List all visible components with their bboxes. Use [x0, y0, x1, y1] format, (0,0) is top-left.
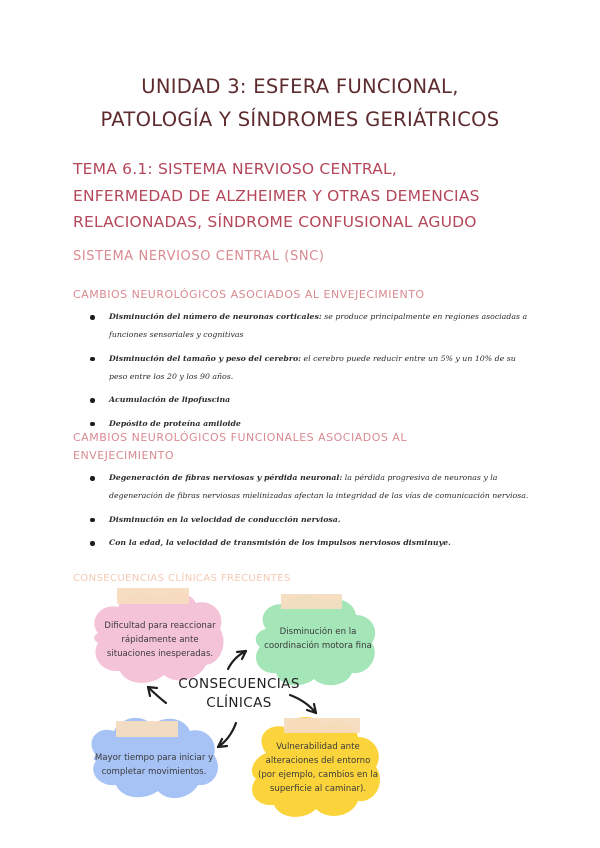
list-item-bold: Acumulación de lipofuscina — [109, 395, 231, 404]
heading-functional-changes-line-2: ENVEJECIMIENTO — [73, 448, 175, 462]
unit-title-line-1: UNIDAD 3: ESFERA FUNCIONAL, — [141, 75, 459, 98]
cloud-text-bottom-right — [256, 740, 380, 796]
arrow-to-top-right — [228, 651, 246, 669]
diagram-center-label — [154, 675, 324, 713]
aging-changes-list — [90, 308, 530, 438]
consequences-diagram — [84, 585, 402, 840]
cloud-text-top-left — [98, 619, 222, 661]
cloud-text-bottom-left — [92, 751, 216, 779]
heading-clinical-consequences: CONSECUENCIAS CLÍNICAS FRECUENTES — [73, 573, 291, 584]
cloud-text-line: completar movimientos. — [101, 767, 207, 777]
list-item-text: el cerebro puede reducir entre un 5% y un 10% de su peso entre los 20 y los 90 años. — [109, 353, 516, 381]
list-item-text: se produce principalmente en regiones asociadas a funciones sensoriales y cognitivas — [109, 312, 528, 339]
list-item-bold: Depósito de proteína amiloide — [109, 418, 241, 428]
heading-functional-changes — [73, 429, 543, 464]
diagram-center-line-2: CLÍNICAS — [206, 695, 272, 711]
cloud-text-line: rápidamente ante — [121, 635, 199, 645]
arrow-to-bottom-left — [218, 723, 236, 747]
cloud-text-line: Dificultad para reaccionar — [104, 621, 216, 631]
cloud-text-line: Mayor tiempo para iniciar y — [94, 753, 214, 763]
unit-title — [0, 70, 600, 136]
list-item-bold: Disminución del tamaño y peso del cerebro: — [109, 353, 302, 363]
cloud-text-line: situaciones inesperadas. — [106, 649, 214, 659]
cloud-text-line: Vulnerabilidad ante — [276, 742, 360, 752]
list-item — [90, 534, 530, 552]
list-item — [90, 308, 530, 344]
list-item-bold: Disminución en la velocidad de conducción nerviosa. — [109, 514, 341, 524]
section-heading-snc: SISTEMA NERVIOSO CENTRAL (SNC) — [73, 249, 325, 264]
diagram-center-line-1: CONSECUENCIAS — [178, 676, 300, 692]
list-item — [90, 391, 530, 409]
topic-title-line-1: TEMA 6.1: SISTEMA NERVIOSO CENTRAL, — [73, 160, 398, 178]
unit-title-line-2: PATOLOGÍA Y SÍNDROMES GERIÁTRICOS — [100, 108, 500, 131]
functional-changes-list — [90, 469, 530, 558]
topic-title — [73, 156, 573, 236]
cloud-text-top-right — [262, 625, 374, 653]
list-item — [90, 350, 530, 386]
heading-functional-changes-line-1: CAMBIOS NEUROLÓGICOS FUNCIONALES ASOCIADOS AL — [73, 431, 408, 444]
topic-title-line-2: ENFERMEDAD DE ALZHEIMER Y OTRAS DEMENCIAS — [73, 186, 480, 205]
list-item — [90, 469, 530, 505]
topic-title-line-3: RELACIONADAS, SÍNDROME CONFUSIONAL AGUDO — [73, 213, 477, 231]
cloud-text-line: alteraciones del entorno — [265, 756, 371, 766]
list-item — [90, 511, 530, 529]
list-item-bold: Disminución del número de neuronas corticales: — [109, 312, 322, 321]
list-item-bold: Degeneración de fibras nerviosas y pérdida neuronal: — [109, 473, 343, 482]
heading-aging-changes: CAMBIOS NEUROLÓGICOS ASOCIADOS AL ENVEJECIMIENTO — [73, 288, 425, 301]
cloud-text-line: coordinación motora fina — [264, 641, 372, 651]
cloud-text-line: Disminución en la — [279, 627, 357, 637]
cloud-text-line: superficie al caminar). — [269, 784, 367, 794]
list-item-text: la pérdida progresiva de neuronas y la degeneración de fibras nerviosas mielinizadas afectan la integridad de las vías de comunicación nerviosa. — [109, 473, 529, 500]
cloud-text-line: (por ejemplo, cambios en la — [257, 770, 379, 780]
list-item-bold: Con la edad, la velocidad de transmisión de los impulsos nerviosos disminuye. — [109, 538, 451, 547]
